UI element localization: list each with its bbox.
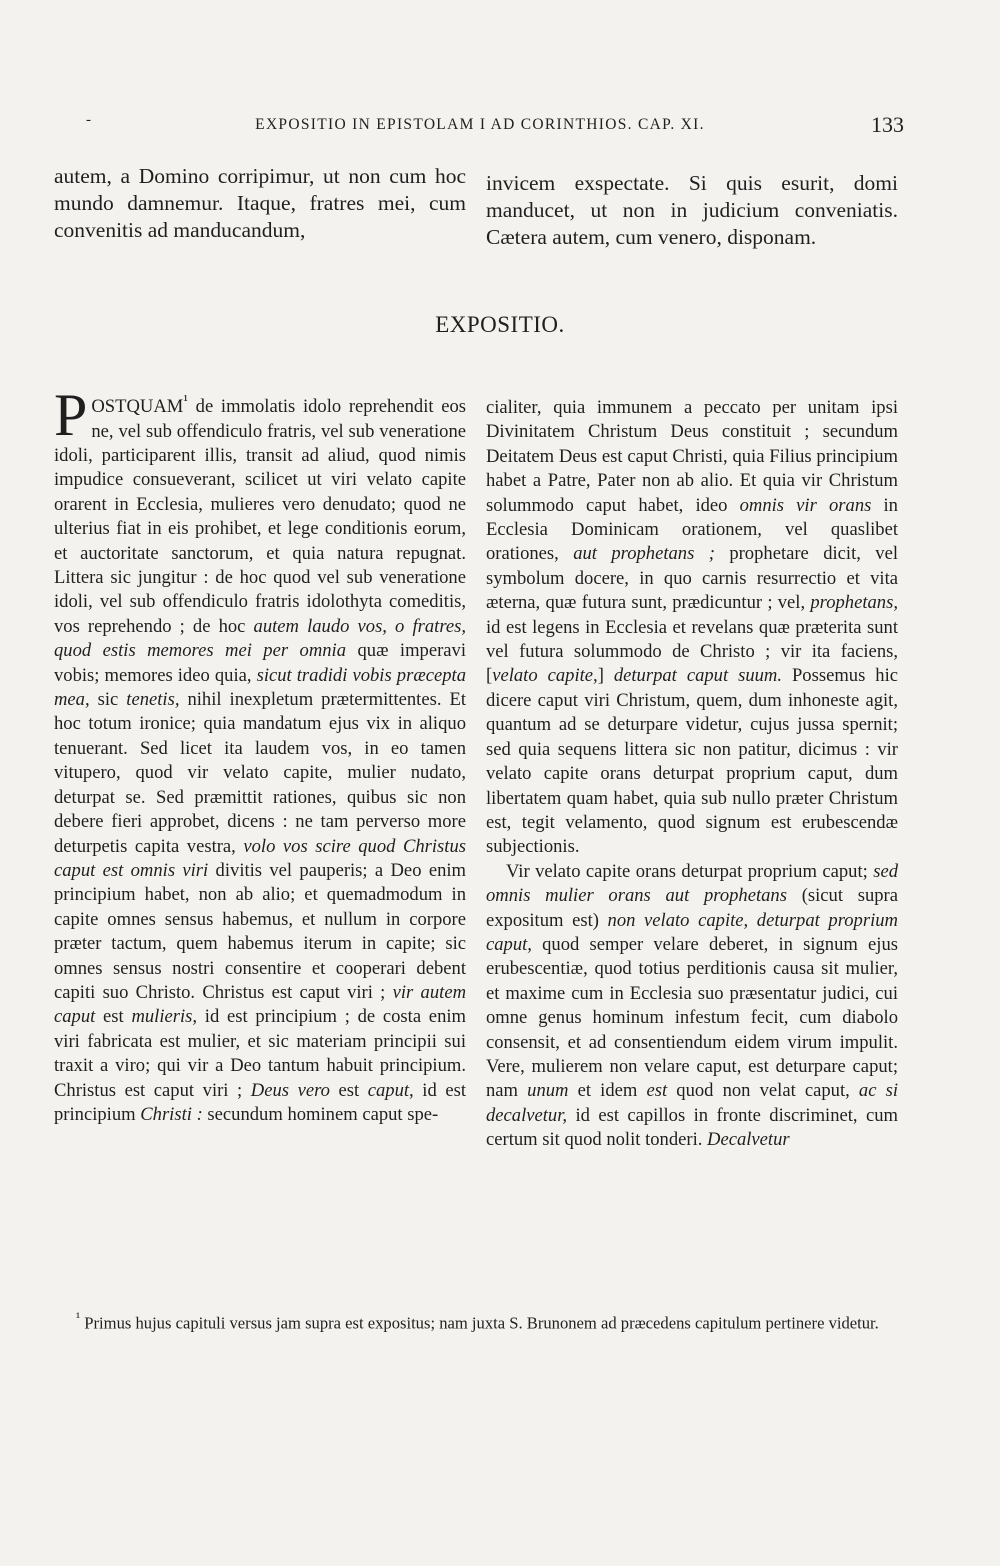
commentary-left-column [54, 382, 467, 1127]
text-run: Possemus hic dicere caput viri Christum, quem, dum inhoneste agit, quantum ad se deturpare videtur, cujus jussa spernit; sed quia sequens littera sic non patitur, dicimus : vir velato capite orans deturpat proprium caput, dum libertatem quam habet, quia sub nullo præter Christum est, tegit velamento, quod signum est erubescendæ subjectionis. [486, 665, 898, 858]
footnote-text: Primus hujus capituli versus jam supra est expositus; nam juxta S. Brunonem ad præcedens capitulum pertinere videtur. [80, 1313, 879, 1333]
text-run: id est principium [54, 1079, 466, 1125]
drop-cap: P [54, 382, 88, 448]
scripture-text-right [486, 170, 898, 252]
commentary-right-column [486, 396, 898, 1153]
italic-quote: vir autem caput [54, 981, 466, 1028]
text-run: ] [597, 665, 614, 687]
italic-quote: tenetis, [126, 689, 180, 711]
italic-quote: omnis vir orans [739, 494, 872, 516]
text-run: in Ecclesia Dominicam orationem, vel quaslibet orationes, [486, 494, 898, 565]
scripture-right-paragraph: invicem exspectate. Si quis esurit, domi manducet, ut non in judicium conveniatis. Cætera autem, cum venero, disponam. [486, 171, 898, 250]
italic-quote: est [646, 1080, 668, 1102]
italic-quote: sicut tradidi vobis præcepta mea, [54, 664, 466, 711]
text-run: et idem [568, 1080, 647, 1102]
header-dash: - [86, 112, 91, 128]
italic-quote: Christi : [140, 1103, 203, 1125]
italic-quote: deturpat caput suum. [613, 665, 782, 687]
running-title: EXPOSITIO IN EPISTOLAM I AD CORINTHIOS. CAP. XI. [255, 116, 705, 133]
lead-smallcaps: OSTQUAM [91, 396, 184, 418]
text-run: cialiter, quia immunem a peccato per unitam ipsi Divinitatem Christum Deus constituit ; secundum Deitatem Deus est caput Christi, quia Filius principium habet a Patre, Pater non ab alio. Et quia vir Christum solummodo caput habet, ideo [486, 397, 898, 516]
italic-quote: velato capite, [492, 665, 598, 687]
italic-quote: unum [527, 1080, 569, 1102]
italic-quote: Deus vero [250, 1079, 330, 1101]
italic-quote: mulieris, [131, 1006, 198, 1028]
text-run: (sicut supra expositum est) [486, 885, 898, 931]
text-run: quod semper velare deberet, in signum ejus erubescentiæ, quod totius perditionis causa sit mulier, et maxime cum in Ecclesia suo præsentatur judici, cui omne genus hominum infestum fecit, cum diabolo consensit, et ad consentiendum eidem virum impulit. Vere, mulierem non velare caput, est deturpare caput; nam [486, 933, 898, 1102]
italic-quote: volo vos scire quod Christus caput est omnis viri [54, 835, 466, 881]
text-run: quod non velat caput, [667, 1080, 859, 1102]
text-run: id est capillos in fronte discriminet, cum certum sit quod nolit tonderi. [486, 1104, 898, 1151]
italic-quote: caput, [367, 1079, 414, 1101]
italic-quote: prophetans, [810, 592, 898, 614]
page-number: 133 [871, 112, 904, 137]
running-head [56, 112, 904, 142]
commentary-paragraph [486, 860, 898, 1153]
commentary-paragraph [54, 382, 467, 1127]
italic-quote: autem laudo vos, o fratres, quod estis memores mei per omnia [54, 615, 467, 662]
scripture-left-paragraph: autem, a Domino corripimur, ut non cum hoc mundo damnemur. Itaque, fratres mei, cum convenitis ad manducandum, [54, 164, 466, 243]
italic-quote: aut prophetans ; [573, 543, 715, 565]
text-run: nihil inexpletum prætermittentes. Et hoc totum ironice; quia mandatum ejus vix in aliquo tenuerant. Sed licet ita laudem vos, in eo tamen vitupero, quod vir velato capite, mulier nudato, deturpat se. Sed præmittit rationes, quibus sic non debere fieri approbet, dicens : ne tam perverso more deturpetis capita vestra, [54, 689, 467, 857]
text-run: id est legens in Ecclesia et revelans quæ præterita sunt vel futura solummodo de Christo ; vir ita faciens, [ [486, 616, 898, 687]
text-run: secundum hominem caput spe- [202, 1103, 439, 1125]
text-run: est [329, 1079, 368, 1101]
footnote-mark: ¹ [76, 1310, 81, 1325]
text-run: est [95, 1006, 132, 1028]
text-run: quæ imperavi vobis; memores ideo quia, [54, 640, 466, 686]
footnote [54, 1308, 900, 1334]
italic-quote: sed omnis mulier orans aut prophetans [486, 860, 898, 907]
section-heading: EXPOSITIO. [435, 312, 565, 337]
text-run: sic [89, 689, 127, 711]
footnote-reference: ¹ [183, 392, 188, 409]
text-run: de immolatis idolo reprehendit eos ne, vel sub offendiculo fratris, vel sub veneratione idoli, participarent illis, transit ad aliud, quod nimis impudice consueverant, scilicet ut viri velato capite orarent in Ecclesia, mulieres vero denudato; quod ne ulterius fiat in eis prohibet, et lege conditionis eorum, et auctoritate sanctorum, et quia natura repugnat. Littera sic jungitur : de hoc quod vel sub veneratione idoli, vel sub offendiculo fratris idolothyta comeditis, vos reprehendo ; de hoc [54, 396, 466, 637]
commentary-paragraph [486, 396, 898, 860]
italic-quote: non velato capite, deturpat proprium caput, [486, 909, 898, 955]
text-run: Vir velato capite orans deturpat proprium caput; [506, 860, 874, 882]
text-run: prophetare dicit, vel symbolum docere, in quo carnis resurrectio et vita æterna, quæ futura sunt, prædicuntur ; vel, [486, 543, 899, 614]
scripture-text-left [54, 163, 466, 245]
text-run: divitis vel pauperis; a Deo enim principium habet, non ab alio; et quemadmodum in capite omnes sensus habemus, et nullum in corpore præter tactum, quem habemus iterum in capite; sic omnes sensus nostri consentire et cooperari debent capiti suo Christo. Christus est caput viri ; [54, 859, 466, 1003]
text-run: id est principium ; de costa enim viri fabricata est mulier, et sic materiam principii sui traxit a viro; qui vir a Deo tantum habuit principium. Christus est caput viri ; [54, 1006, 466, 1101]
italic-quote: ac si decalvetur, [486, 1080, 899, 1126]
italic-quote: Decalvetur [707, 1129, 790, 1151]
